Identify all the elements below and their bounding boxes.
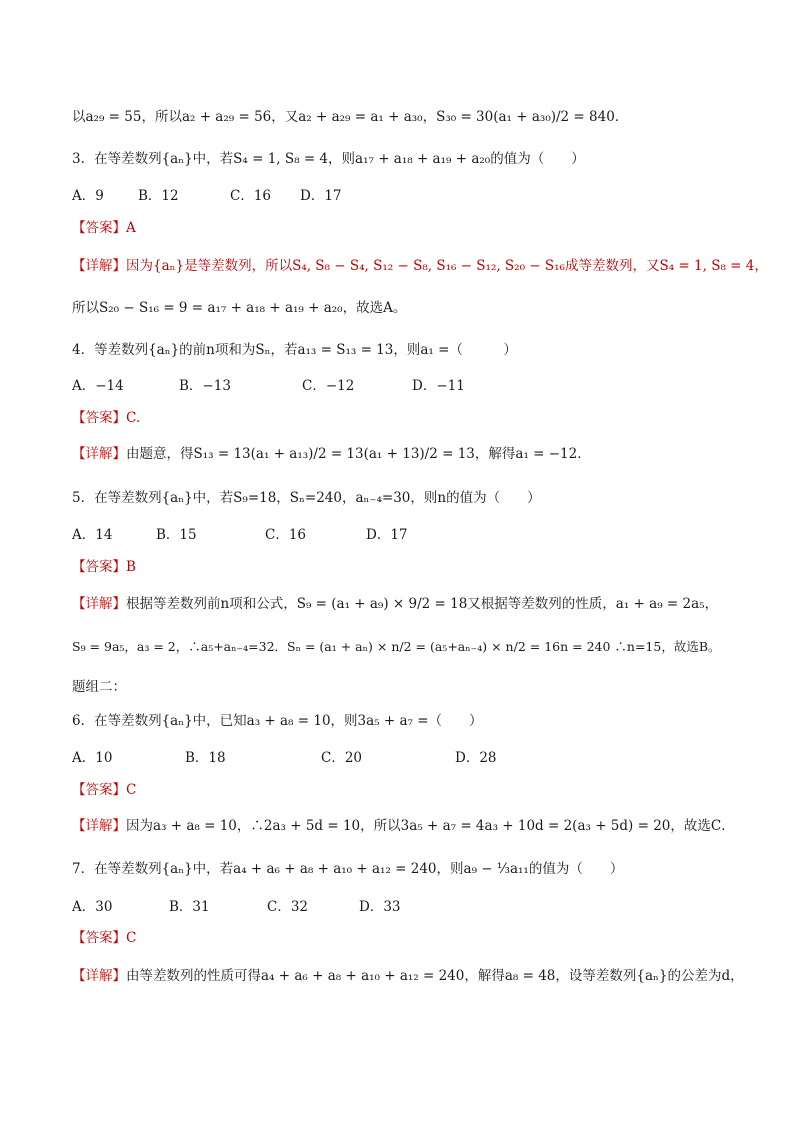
option-d: D．17 <box>366 527 408 543</box>
option-a: A．14 <box>72 527 113 543</box>
option-b: B．12 <box>138 188 179 204</box>
detail-7 <box>72 966 744 986</box>
option-d: D．−11 <box>412 378 465 394</box>
option-c: C．−12 <box>302 378 355 394</box>
question-3-options <box>72 186 734 206</box>
option-c: C．16 <box>230 188 272 204</box>
option-c: C．16 <box>265 527 307 543</box>
answer-6 <box>72 780 734 800</box>
detail-6 <box>72 816 734 836</box>
detail-text: 根据等差数列前n项和公式，S₉ = (a₁ + a₉) × 9/2 = 18又根据等差数列的性质，a₁ + a₉ = 2a₅， <box>126 596 719 612</box>
answer-value: C <box>126 782 137 798</box>
option-a: A．10 <box>72 750 113 766</box>
answer-tag: 【答案】 <box>72 930 126 946</box>
group-2-heading: 题组二： <box>72 679 126 695</box>
answer-7 <box>72 928 734 948</box>
detail-text: 由题意，得S₁₃ = 13(a₁ + a₁₃)/2 = 13(a₁ + 13)/2 = 13，解得a₁ = −12． <box>126 446 591 462</box>
question-4: 4．等差数列{aₙ}的前n项和为Sₙ，若a₁₃ = S₁₃ = 13，则a₁ =（ ） <box>72 342 517 358</box>
detail-tag: 【详解】 <box>72 968 126 984</box>
option-c: C．32 <box>267 899 309 915</box>
option-b: B．−13 <box>179 378 231 394</box>
detail-3-line-1 <box>72 256 768 276</box>
option-a: A．30 <box>72 899 113 915</box>
option-d: D．28 <box>455 750 497 766</box>
answer-tag: 【答案】 <box>72 410 126 426</box>
answer-tag: 【答案】 <box>72 220 126 236</box>
option-b: B．18 <box>185 750 226 766</box>
detail-5-line-2: S₉ = 9a₅，a₃ = 2，∴a₅+aₙ₋₄=32．Sₙ = (a₁ + aₙ) × n/2 = (a₅+aₙ₋₄) × n/2 = 16n = 240 ∴n=15，故选B。 <box>72 639 721 654</box>
detail-5-line-1 <box>72 594 734 614</box>
detail-text: 因为a₃ + a₈ = 10，∴2a₃ + 5d = 10，所以3a₅ + a₇ = 4a₃ + 10d = 2(a₃ + 5d) = 20，故选C． <box>126 818 735 834</box>
question-3: 3．在等差数列{aₙ}中，若S₄ = 1, S₈ = 4，则a₁₇ + a₁₈ + a₁₉ + a₂₀的值为（ ） <box>72 151 585 167</box>
answer-value: C <box>126 930 137 946</box>
detail-tag: 【详解】 <box>72 258 126 274</box>
answer-value: B <box>126 559 136 575</box>
question-4-options <box>72 376 734 396</box>
option-d: D．17 <box>300 188 342 204</box>
detail-text: 因为{aₙ}是等差数列，所以S₄, S₈ − S₄, S₁₂ − S₈, S₁₆ − S₁₂, S₂₀ − S₁₆成等差数列，又S₄ = 1, S₈ = 4， <box>126 258 768 274</box>
detail-tag: 【详解】 <box>72 446 126 462</box>
answer-4 <box>72 408 734 428</box>
option-c: C．20 <box>321 750 363 766</box>
question-6: 6．在等差数列{aₙ}中，已知a₃ + a₈ = 10，则3a₅ + a₇ =（ ） <box>72 713 483 729</box>
option-b: B．15 <box>156 527 197 543</box>
detail-tag: 【详解】 <box>72 818 126 834</box>
answer-tag: 【答案】 <box>72 559 126 575</box>
answer-tag: 【答案】 <box>72 782 126 798</box>
option-d: D．33 <box>359 899 401 915</box>
answer-5 <box>72 557 734 577</box>
question-5: 5．在等差数列{aₙ}中，若S₉=18，Sₙ=240，aₙ₋₄=30，则n的值为（ ） <box>72 490 541 506</box>
solution-continuation-line: 以a₂₉ = 55，所以a₂ + a₂₉ = 56，又a₂ + a₂₉ = a₁ + a₃₀，S₃₀ = 30(a₁ + a₃₀)/2 = 840． <box>72 109 629 125</box>
answer-3 <box>72 218 734 238</box>
detail-3-line-2: 所以S₂₀ − S₁₆ = 9 = a₁₇ + a₁₈ + a₁₉ + a₂₀，故选A。 <box>72 300 407 316</box>
answer-value: C. <box>126 410 141 426</box>
question-5-options <box>72 525 734 545</box>
detail-text: 由等差数列的性质可得a₄ + a₆ + a₈ + a₁₀ + a₁₂ = 240，解得a₈ = 48，设等差数列{aₙ}的公差为d， <box>126 968 744 984</box>
detail-4 <box>72 444 734 464</box>
question-6-options <box>72 748 734 768</box>
answer-value: A <box>126 220 136 236</box>
question-7: 7．在等差数列{aₙ}中，若a₄ + a₆ + a₈ + a₁₀ + a₁₂ = 240，则a₉ − ⅓a₁₁的值为（ ） <box>72 861 624 877</box>
detail-tag: 【详解】 <box>72 596 126 612</box>
option-a: A．−14 <box>72 378 124 394</box>
question-7-options <box>72 897 734 917</box>
option-b: B．31 <box>169 899 210 915</box>
option-a: A．9 <box>72 188 104 204</box>
